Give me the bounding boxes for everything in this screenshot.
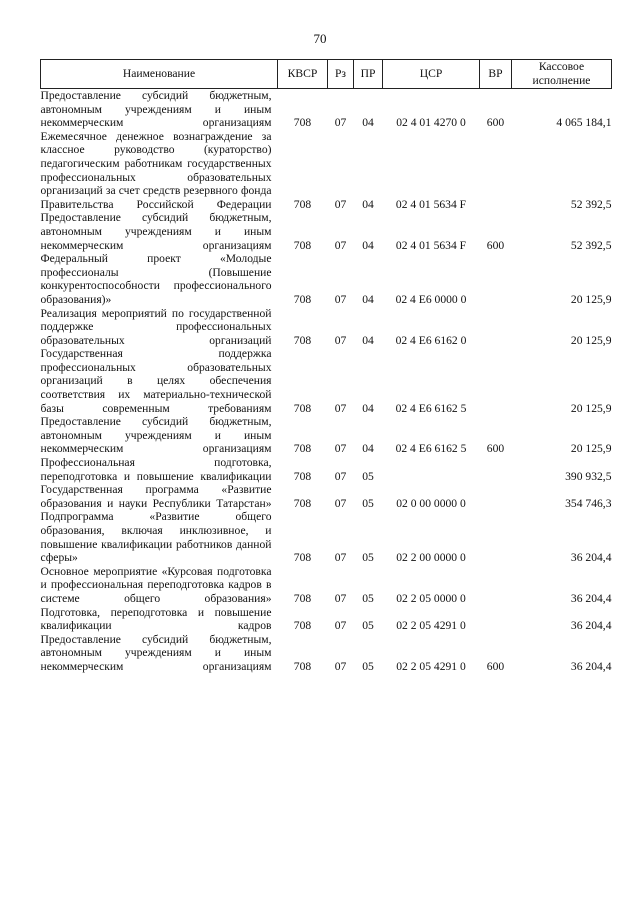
- row-csr: 02 4 Е6 6162 0: [395, 333, 467, 347]
- table-row: [41, 606, 612, 633]
- row-name: Ежемесячное денежное вознаграждение за классное руководство (кураторство) педагогическим работникам государственных профессиональных образовательных организаций за счет средств резервного фонда Правительства Российской Федерации: [40, 129, 272, 211]
- header-pr: ПР: [354, 60, 383, 89]
- row-name: Предоставление субсидий бюджетным, автономным учреждениям и иным некоммерческим организациям: [40, 632, 272, 673]
- row-name: Государственная программа «Развитие образования и науки Республики Татарстан»: [40, 483, 272, 510]
- header-kvsr: КВСР: [278, 60, 328, 89]
- row-csr: 02 2 05 4291 0: [396, 619, 466, 633]
- row-kvsr: 708: [293, 238, 312, 252]
- row-csr: 02 0 00 0000 0: [396, 496, 466, 510]
- row-amount: 20 125,9: [570, 401, 612, 415]
- row-kvsr: 708: [293, 591, 312, 605]
- row-vr: [480, 130, 512, 212]
- table-body: [41, 89, 612, 674]
- row-csr: 02 4 Е6 0000 0: [395, 292, 467, 306]
- row-rz: 07: [334, 197, 347, 211]
- row-rz: 07: [334, 469, 347, 483]
- row-rz: 07: [334, 238, 347, 252]
- table-row: [41, 456, 612, 483]
- table-row: [41, 633, 612, 674]
- row-amount: 52 392,5: [570, 238, 612, 252]
- table-row: [41, 307, 612, 348]
- row-rz: 07: [334, 496, 347, 510]
- row-pr: 04: [362, 442, 374, 456]
- row-rz: 07: [334, 659, 347, 673]
- row-pr: 04: [362, 292, 374, 306]
- table-row: [41, 565, 612, 606]
- row-kvsr: 708: [293, 496, 312, 510]
- row-amount: 52 392,5: [570, 197, 612, 211]
- row-vr: 600: [486, 116, 505, 130]
- row-pr: 04: [362, 116, 374, 130]
- row-kvsr: 708: [293, 469, 312, 483]
- row-amount: 36 204,4: [570, 659, 612, 673]
- row-amount: 354 746,3: [565, 496, 612, 510]
- row-rz: 07: [334, 333, 347, 347]
- row-rz: 07: [334, 116, 347, 130]
- row-amount: 20 125,9: [570, 442, 612, 456]
- header-name: Наименование: [41, 60, 278, 89]
- row-rz: 07: [334, 591, 347, 605]
- row-vr: [480, 483, 512, 510]
- row-vr: [480, 565, 512, 606]
- header-vr: ВР: [480, 60, 512, 89]
- header-amount: [512, 60, 612, 89]
- row-vr: 600: [486, 659, 505, 673]
- row-amount: 36 204,4: [570, 591, 612, 605]
- row-vr: [480, 252, 512, 306]
- row-csr: 02 2 05 0000 0: [396, 591, 466, 605]
- table-row: [41, 510, 612, 564]
- row-amount: 36 204,4: [570, 619, 612, 633]
- table-header-row: [41, 60, 612, 89]
- row-name: Предоставление субсидий бюджетным, автономным учреждениям и иным некоммерческим организациям: [40, 211, 272, 252]
- row-kvsr: 708: [293, 619, 312, 633]
- header-amount-line1: Кассовое: [538, 60, 585, 73]
- row-name: Реализация мероприятий по государственной поддержке профессиональных образовательных организаций: [40, 306, 272, 347]
- page-number: 70: [313, 31, 327, 46]
- row-name: Основное мероприятие «Курсовая подготовка и профессиональная переподготовка кадров в системе общего образования»: [40, 564, 272, 605]
- row-csr: 02 4 01 5634 F: [395, 197, 467, 211]
- row-csr: 02 4 01 5634 F: [395, 238, 467, 252]
- table-row: [41, 415, 612, 456]
- table-row: [41, 483, 612, 510]
- row-kvsr: 708: [293, 659, 312, 673]
- row-csr: 02 2 00 0000 0: [396, 551, 466, 565]
- row-rz: 07: [334, 292, 347, 306]
- header-amount-line2: исполнение: [532, 74, 591, 87]
- row-rz: 07: [334, 551, 347, 565]
- row-amount: 390 932,5: [565, 469, 612, 483]
- row-name: Профессиональная подготовка, переподготовка и повышение квалификации: [40, 456, 272, 483]
- row-pr: 05: [362, 619, 374, 633]
- table-row: [41, 252, 612, 306]
- header-rz: Рз: [328, 60, 354, 89]
- row-name: Федеральный проект «Молодые профессионалы (Повышение конкурентоспособности профессионального образования)»: [40, 252, 272, 306]
- row-pr: 04: [362, 238, 374, 252]
- row-pr: 04: [362, 197, 374, 211]
- row-rz: 07: [334, 442, 347, 456]
- header-csr: ЦСР: [383, 60, 480, 89]
- row-name: Предоставление субсидий бюджетным, автономным учреждениям и иным некоммерческим организациям: [40, 89, 272, 130]
- row-kvsr: 708: [293, 116, 312, 130]
- row-name: Подпрограмма «Развитие общего образования, включая инклюзивное, и повышение квалификации работников данной сферы»: [40, 510, 272, 565]
- row-csr: 02 4 Е6 6162 5: [395, 401, 467, 415]
- row-amount: 20 125,9: [570, 292, 612, 306]
- row-pr: 05: [362, 591, 374, 605]
- row-pr: 05: [362, 469, 374, 483]
- row-pr: 05: [362, 551, 374, 565]
- row-rz: 07: [334, 401, 347, 415]
- row-vr: [480, 347, 512, 415]
- row-csr: 02 2 05 4291 0: [396, 659, 466, 673]
- row-rz: 07: [334, 619, 347, 633]
- row-kvsr: 708: [293, 292, 312, 306]
- budget-table: [40, 59, 612, 674]
- row-kvsr: 708: [293, 197, 312, 211]
- table-row: [41, 89, 612, 130]
- row-vr: 600: [486, 238, 505, 252]
- row-vr: [480, 307, 512, 348]
- row-vr: [480, 456, 512, 483]
- row-kvsr: 708: [293, 401, 312, 415]
- row-kvsr: 708: [293, 333, 312, 347]
- row-name: Государственная поддержка профессиональных образовательных организаций в целях обеспечения соответствия их материально-технической базы современным требованиям: [40, 347, 272, 415]
- row-csr: [383, 456, 480, 483]
- row-csr: 02 4 01 4270 0: [396, 116, 466, 130]
- table-row: [41, 211, 612, 252]
- row-vr: [480, 606, 512, 633]
- row-csr: 02 4 Е6 6162 5: [395, 442, 467, 456]
- row-vr: 600: [486, 442, 505, 456]
- row-amount: 4 065 184,1: [556, 116, 612, 130]
- row-kvsr: 708: [293, 551, 312, 565]
- row-pr: 04: [362, 401, 374, 415]
- row-name: Предоставление субсидий бюджетным, автономным учреждениям и иным некоммерческим организациям: [40, 415, 272, 456]
- row-pr: 05: [362, 496, 374, 510]
- table-row: [41, 130, 612, 212]
- row-name: Подготовка, переподготовка и повышение квалификации кадров: [40, 605, 272, 633]
- row-vr: [480, 510, 512, 564]
- row-pr: 04: [362, 333, 374, 347]
- table-row: [41, 347, 612, 415]
- row-pr: 05: [362, 659, 374, 673]
- row-kvsr: 708: [293, 442, 312, 456]
- row-amount: 36 204,4: [570, 551, 612, 565]
- row-amount: 20 125,9: [570, 333, 612, 347]
